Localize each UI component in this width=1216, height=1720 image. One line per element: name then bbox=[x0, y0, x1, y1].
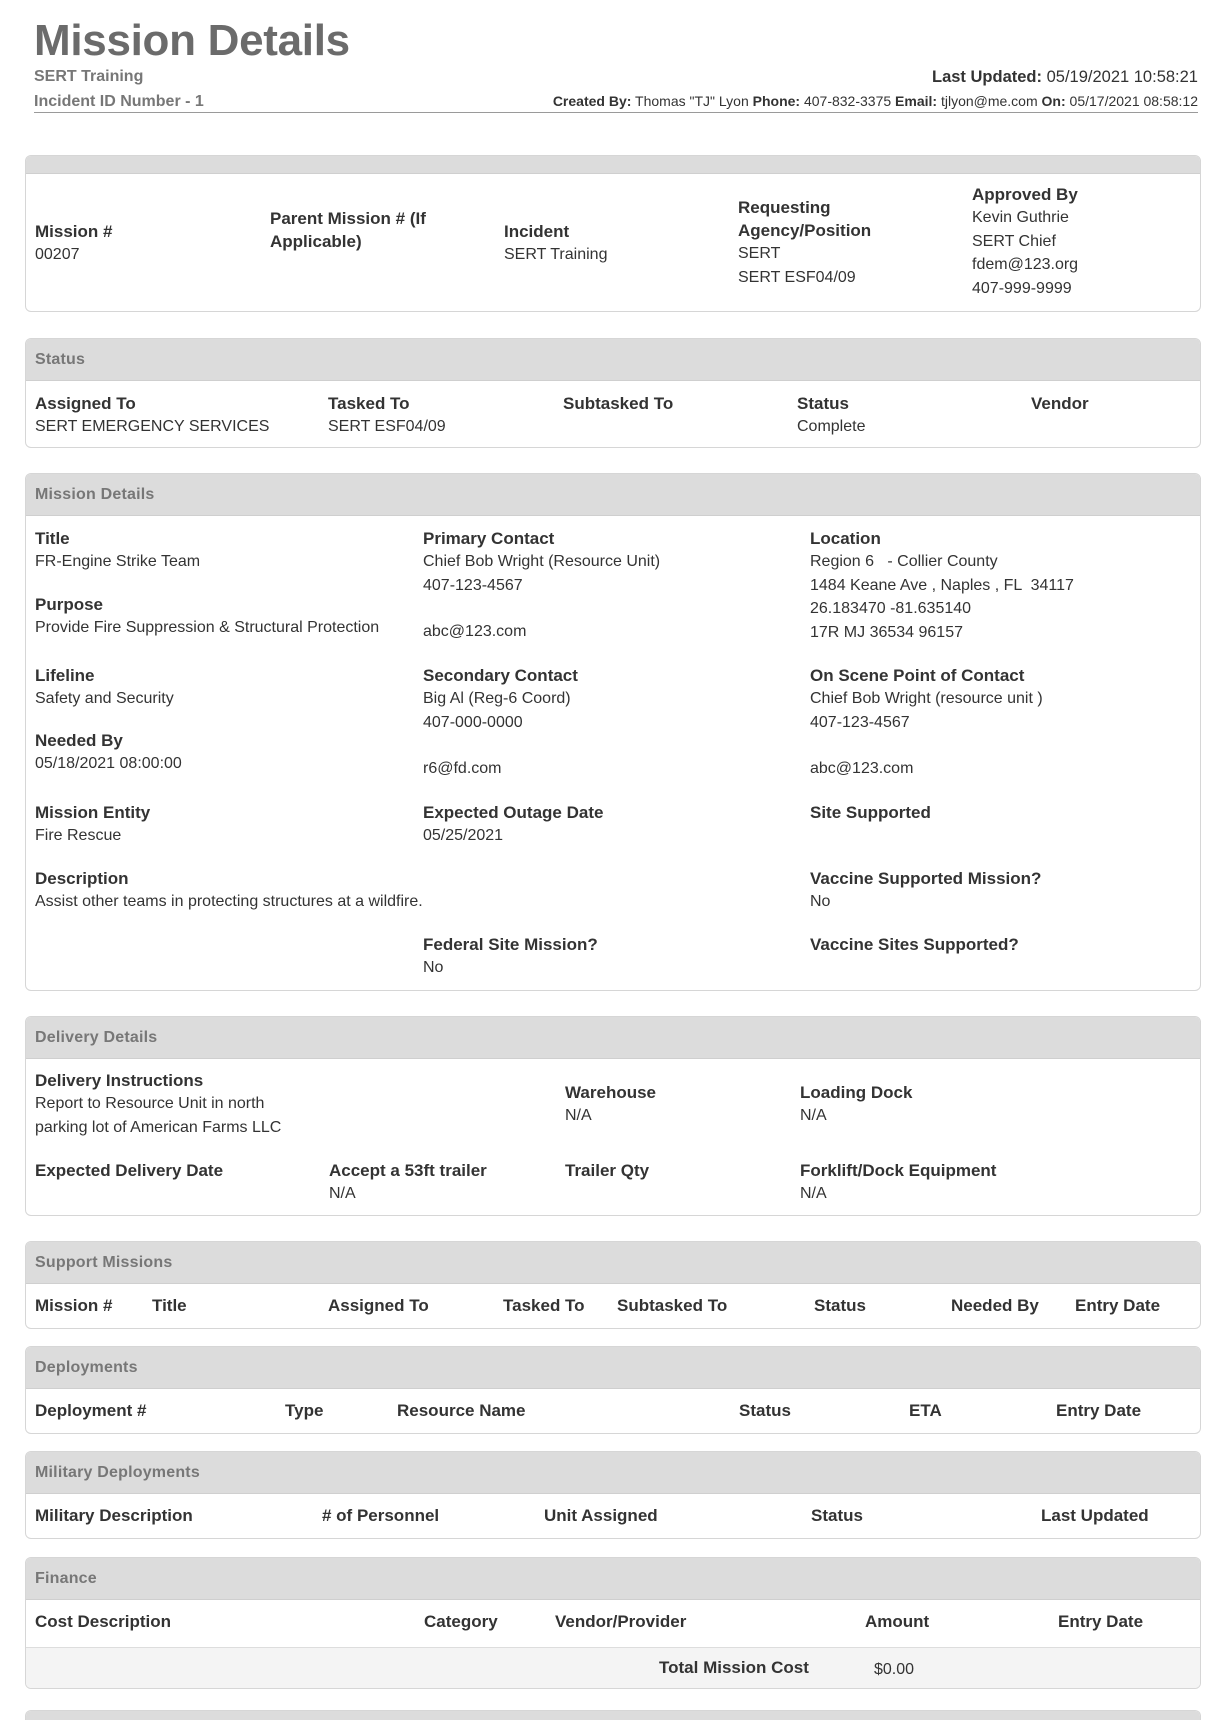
location-field bbox=[810, 527, 1074, 644]
phone-value: 407-832-3375 bbox=[803, 93, 892, 109]
purpose-value: Provide Fire Suppression & Structural Protection bbox=[35, 619, 380, 636]
location-address: 1484 Keane Ave , Naples , FL 34117 bbox=[810, 576, 1074, 594]
expected-delivery-field bbox=[35, 1159, 223, 1182]
loading-dock-field bbox=[800, 1081, 912, 1128]
primary-contact-label: Primary Contact bbox=[423, 529, 555, 548]
total-mission-cost-value: $0.00 bbox=[874, 1661, 915, 1678]
lifeline-label: Lifeline bbox=[35, 666, 95, 685]
column-header: Status bbox=[739, 1401, 791, 1420]
delivery-instructions-field bbox=[35, 1069, 281, 1139]
incident-value: SERT Training bbox=[504, 246, 608, 263]
parent-mission-label-cont: Applicable) bbox=[270, 232, 362, 251]
secondary-contact-phone: 407-000-0000 bbox=[423, 713, 523, 731]
trailer-53ft-value: N/A bbox=[329, 1185, 356, 1202]
forklift-field bbox=[800, 1159, 996, 1206]
vaccine-mission-value: No bbox=[810, 893, 831, 910]
phone-label: Phone: bbox=[752, 93, 801, 109]
vaccine-mission-field bbox=[810, 867, 1041, 914]
location-coordinates: 26.183470 -81.635140 bbox=[810, 600, 972, 617]
expected-outage-label: Expected Outage Date bbox=[423, 803, 604, 822]
on-scene-contact-name: Chief Bob Wright (resource unit ) bbox=[810, 690, 1043, 707]
federal-site-field bbox=[423, 933, 598, 980]
status-label: Status bbox=[797, 394, 849, 413]
column-header: Category bbox=[424, 1612, 498, 1631]
last-updated-value: 05/19/2021 10:58:21 bbox=[1046, 68, 1198, 86]
on-scene-contact-label: On Scene Point of Contact bbox=[810, 666, 1025, 685]
secondary-contact-label: Secondary Contact bbox=[423, 666, 578, 685]
created-info bbox=[553, 93, 1198, 109]
summary-card bbox=[25, 155, 1201, 312]
delivery-instructions-label: Delivery Instructions bbox=[35, 1071, 204, 1090]
description-label: Description bbox=[35, 869, 129, 888]
military-deployments-card bbox=[25, 1451, 1201, 1539]
mission-entity-label: Mission Entity bbox=[35, 803, 151, 822]
description-field bbox=[35, 867, 423, 914]
column-header: ETA bbox=[909, 1401, 942, 1420]
column-header: Unit Assigned bbox=[544, 1506, 658, 1525]
purpose-field bbox=[35, 593, 379, 640]
requesting-position: SERT ESF04/09 bbox=[738, 268, 856, 286]
assigned-to-label: Assigned To bbox=[35, 394, 136, 413]
support-missions-card-header: Support Missions bbox=[26, 1242, 1200, 1284]
vaccine-sites-label: Vaccine Sites Supported? bbox=[810, 935, 1019, 954]
site-supported-field bbox=[810, 801, 931, 824]
trailer-53ft-label: Accept a 53ft trailer bbox=[329, 1161, 487, 1180]
mission-number-label: Mission # bbox=[35, 222, 113, 241]
federal-site-value: No bbox=[423, 959, 444, 976]
page-title: Mission Details bbox=[34, 16, 350, 65]
title-field bbox=[35, 527, 200, 574]
deployments-card bbox=[25, 1346, 1201, 1434]
vendor-field bbox=[1031, 392, 1089, 415]
column-header: # of Personnel bbox=[322, 1506, 440, 1525]
requesting-agency-field bbox=[738, 196, 871, 289]
column-header: Amount bbox=[865, 1612, 930, 1631]
on-scene-contact-phone: 407-123-4567 bbox=[810, 713, 910, 731]
created-by-value: Thomas "TJ" Lyon bbox=[635, 93, 749, 109]
vendor-label: Vendor bbox=[1031, 394, 1089, 413]
expected-outage-value: 05/25/2021 bbox=[423, 827, 504, 844]
finance-table bbox=[26, 1600, 1200, 1689]
lifeline-field bbox=[35, 664, 174, 711]
column-header: Assigned To bbox=[328, 1296, 429, 1315]
column-header: Entry Date bbox=[1075, 1296, 1161, 1315]
mission-number-field bbox=[35, 220, 112, 267]
delivery-details-card bbox=[25, 1016, 1201, 1216]
finance-card bbox=[25, 1557, 1201, 1689]
loading-dock-label: Loading Dock bbox=[800, 1083, 913, 1102]
location-label: Location bbox=[810, 529, 881, 548]
email-value: tjlyon@me.com bbox=[940, 93, 1038, 109]
status-card-header: Status bbox=[26, 339, 1200, 381]
support-missions-card bbox=[25, 1241, 1201, 1329]
column-header: Needed By bbox=[951, 1296, 1039, 1315]
assigned-to-value: SERT EMERGENCY SERVICES bbox=[35, 418, 270, 435]
expected-outage-field bbox=[423, 801, 603, 848]
column-header: Last Updated bbox=[1041, 1506, 1149, 1525]
created-by-label: Created By: bbox=[552, 93, 632, 109]
incident-field bbox=[504, 220, 607, 267]
incident-name: SERT Training bbox=[34, 68, 144, 85]
secondary-contact-name: Big Al (Reg-6 Coord) bbox=[423, 690, 571, 707]
column-header: Tasked To bbox=[503, 1296, 585, 1315]
warehouse-label: Warehouse bbox=[565, 1083, 657, 1102]
warehouse-value: N/A bbox=[565, 1107, 592, 1124]
subtasked-to-field bbox=[563, 392, 673, 415]
vaccine-sites-field bbox=[810, 933, 1019, 956]
requesting-label-cont: Agency/Position bbox=[738, 221, 872, 240]
column-header: Mission # bbox=[35, 1296, 113, 1315]
column-header: Deployment # bbox=[35, 1401, 147, 1420]
on-scene-contact-field bbox=[810, 664, 1043, 781]
parent-mission-label: Parent Mission # (If bbox=[270, 209, 426, 228]
requesting-agency: SERT bbox=[738, 245, 781, 262]
vaccine-mission-label: Vaccine Supported Mission? bbox=[810, 869, 1042, 888]
email-label: Email: bbox=[895, 93, 938, 109]
subtasked-to-label: Subtasked To bbox=[563, 394, 674, 413]
location-region: Region 6 - Collier County bbox=[810, 553, 998, 570]
forklift-value: N/A bbox=[800, 1185, 827, 1202]
status-card bbox=[25, 338, 1201, 448]
last-updated-label: Last Updated: bbox=[931, 68, 1042, 86]
title-value: FR-Engine Strike Team bbox=[35, 553, 201, 570]
purpose-label: Purpose bbox=[35, 595, 104, 614]
finance-card-header: Finance bbox=[26, 1558, 1200, 1600]
needed-by-label: Needed By bbox=[35, 731, 123, 750]
primary-contact-phone: 407-123-4567 bbox=[423, 576, 523, 594]
secondary-contact-email: r6@fd.com bbox=[423, 760, 502, 777]
approved-by-label: Approved By bbox=[972, 185, 1078, 204]
page-header bbox=[34, 0, 1198, 113]
next-section-card bbox=[25, 1710, 1201, 1720]
delivery-instructions-line2: parking lot of American Farms LLC bbox=[35, 1118, 282, 1136]
next-section-card-header bbox=[26, 1711, 1200, 1720]
lifeline-value: Safety and Security bbox=[35, 690, 174, 707]
column-header: Status bbox=[814, 1296, 866, 1315]
trailer-qty-field bbox=[565, 1159, 649, 1182]
primary-contact-name: Chief Bob Wright (Resource Unit) bbox=[423, 553, 661, 570]
incident-label: Incident bbox=[504, 222, 570, 241]
location-usng: 17R MJ 36534 96157 bbox=[810, 623, 963, 641]
forklift-label: Forklift/Dock Equipment bbox=[800, 1161, 997, 1180]
needed-by-field bbox=[35, 729, 182, 776]
incident-id: Incident ID Number - 1 bbox=[34, 93, 204, 110]
mission-entity-value: Fire Rescue bbox=[35, 827, 122, 844]
finance-total-row bbox=[26, 1647, 1200, 1689]
column-header: Entry Date bbox=[1056, 1401, 1142, 1420]
approved-by-field bbox=[972, 183, 1078, 300]
site-supported-label: Site Supported bbox=[810, 803, 931, 822]
tasked-to-field bbox=[328, 392, 446, 439]
approved-by-phone: 407-999-9999 bbox=[972, 279, 1072, 297]
description-value: Assist other teams in protecting structures at a wildfire. bbox=[35, 893, 423, 910]
column-header: Cost Description bbox=[35, 1612, 172, 1631]
total-mission-cost-label: Total Mission Cost bbox=[659, 1658, 809, 1677]
approved-by-title: SERT Chief bbox=[972, 232, 1056, 250]
trailer-53ft-field bbox=[329, 1159, 487, 1206]
on-label: On: bbox=[1041, 93, 1066, 109]
status-value: Complete bbox=[797, 418, 866, 435]
delivery-instructions-line1: Report to Resource Unit in north bbox=[35, 1095, 265, 1112]
mission-details-card-header: Mission Details bbox=[26, 474, 1200, 516]
tasked-to-value: SERT ESF04/09 bbox=[328, 418, 446, 435]
status-field bbox=[797, 392, 865, 439]
mission-entity-field bbox=[35, 801, 150, 848]
deployments-card-header: Deployments bbox=[26, 1347, 1200, 1389]
loading-dock-value: N/A bbox=[800, 1107, 827, 1124]
needed-by-value: 05/18/2021 08:00:00 bbox=[35, 755, 182, 772]
column-header: Vendor/Provider bbox=[555, 1612, 687, 1631]
mission-number-value: 00207 bbox=[35, 246, 80, 263]
on-value: 05/17/2021 08:58:12 bbox=[1069, 93, 1198, 109]
primary-contact-field bbox=[423, 527, 660, 644]
primary-contact-email: abc@123.com bbox=[423, 623, 527, 640]
column-header: Status bbox=[811, 1506, 863, 1525]
approved-by-name: Kevin Guthrie bbox=[972, 209, 1069, 226]
title-label: Title bbox=[35, 529, 70, 548]
expected-delivery-label: Expected Delivery Date bbox=[35, 1161, 224, 1180]
column-header: Resource Name bbox=[397, 1401, 526, 1420]
parent-mission-field bbox=[270, 207, 426, 253]
tasked-to-label: Tasked To bbox=[328, 394, 410, 413]
assigned-to-field bbox=[35, 392, 269, 439]
trailer-qty-label: Trailer Qty bbox=[565, 1161, 650, 1180]
mission-details-card bbox=[25, 473, 1201, 991]
federal-site-label: Federal Site Mission? bbox=[423, 935, 598, 954]
warehouse-field bbox=[565, 1081, 656, 1128]
secondary-contact-field bbox=[423, 664, 578, 781]
column-header: Title bbox=[152, 1296, 187, 1315]
on-scene-contact-email: abc@123.com bbox=[810, 760, 914, 777]
column-header: Military Description bbox=[35, 1506, 193, 1525]
summary-card-header bbox=[26, 156, 1200, 174]
column-header: Subtasked To bbox=[617, 1296, 728, 1315]
column-header: Entry Date bbox=[1058, 1612, 1144, 1631]
requesting-label: Requesting bbox=[738, 198, 831, 217]
approved-by-email: fdem@123.org bbox=[972, 256, 1079, 273]
delivery-details-card-header: Delivery Details bbox=[26, 1017, 1200, 1059]
military-deployments-card-header: Military Deployments bbox=[26, 1452, 1200, 1494]
last-updated bbox=[932, 68, 1198, 87]
column-header: Type bbox=[285, 1401, 324, 1420]
